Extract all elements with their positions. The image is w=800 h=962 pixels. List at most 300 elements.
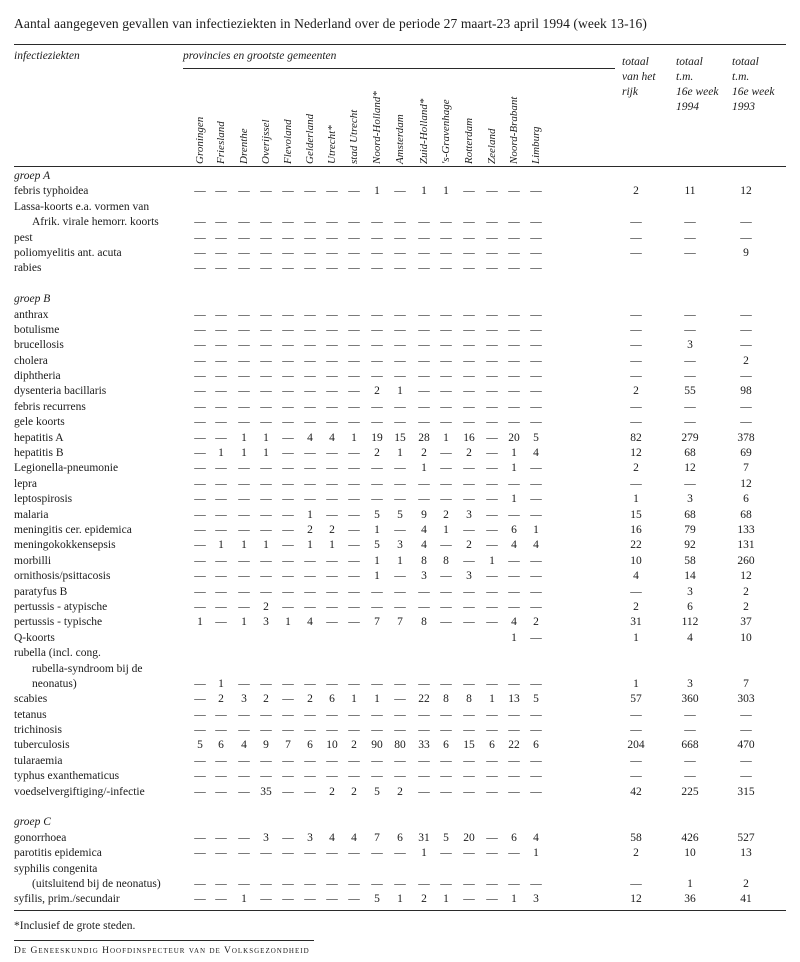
province-cell: — xyxy=(282,400,294,413)
province-cell: — xyxy=(508,323,520,336)
total-cell: — xyxy=(684,754,696,767)
table-row xyxy=(0,863,800,878)
province-cell: — xyxy=(282,724,294,737)
province-cell: — xyxy=(194,585,206,598)
province-cell: — xyxy=(304,385,316,398)
province-cell: — xyxy=(260,877,272,890)
province-cell: — xyxy=(418,246,430,259)
province-cell: — xyxy=(348,308,360,321)
province-cell: 3 xyxy=(307,831,313,844)
province-cell: — xyxy=(486,354,498,367)
total-cell: — xyxy=(740,323,752,336)
province-cell: — xyxy=(394,708,406,721)
footnote: *Inclusief de grote steden. xyxy=(14,920,136,932)
province-cell: 4 xyxy=(421,539,427,552)
total-cell: 2 xyxy=(743,585,749,598)
province-cell: — xyxy=(282,385,294,398)
province-cell: — xyxy=(194,339,206,352)
total-cell: — xyxy=(740,770,752,783)
province-cell: — xyxy=(238,508,250,521)
disease-label: syfilis, prim./secundair xyxy=(14,893,120,906)
province-cell: — xyxy=(394,493,406,506)
province-cell: — xyxy=(486,370,498,383)
table-row xyxy=(0,401,800,416)
province-cell: — xyxy=(418,493,430,506)
province-cell: 1 xyxy=(374,693,380,706)
province-cell: 5 xyxy=(397,508,403,521)
disease-label: voedselvergiftiging/-infectie xyxy=(14,785,145,798)
province-cell: — xyxy=(394,724,406,737)
province-cell: — xyxy=(238,308,250,321)
province-cell: — xyxy=(394,600,406,613)
table-row xyxy=(0,832,800,847)
province-cell: 1 xyxy=(374,185,380,198)
province-cell: — xyxy=(215,523,227,536)
total-cell: — xyxy=(630,754,642,767)
province-cell: — xyxy=(530,724,542,737)
province-cell: — xyxy=(260,462,272,475)
province-cell: 9 xyxy=(263,739,269,752)
province-cell: — xyxy=(194,831,206,844)
total-cell: 668 xyxy=(681,739,699,752)
province-cell: — xyxy=(282,216,294,229)
province-cell: — xyxy=(238,370,250,383)
province-cell: 6 xyxy=(218,739,224,752)
province-cell: — xyxy=(215,754,227,767)
province-cell: — xyxy=(440,447,452,460)
province-cell: — xyxy=(418,708,430,721)
province-cell: — xyxy=(418,400,430,413)
table-row xyxy=(0,216,800,231)
province-cell: — xyxy=(194,462,206,475)
total-cell: 10 xyxy=(740,631,752,644)
province-cell: 3 xyxy=(533,893,539,906)
province-cell: — xyxy=(440,231,452,244)
province-cell: 5 xyxy=(443,831,449,844)
province-cell: — xyxy=(418,339,430,352)
table-row xyxy=(0,355,800,370)
province-cell: — xyxy=(304,447,316,460)
province-cell: — xyxy=(348,847,360,860)
disease-label: ornithosis/psittacosis xyxy=(14,570,111,583)
province-cell: — xyxy=(394,400,406,413)
province-cell: — xyxy=(282,785,294,798)
province-cell: — xyxy=(260,323,272,336)
province-cell: — xyxy=(508,370,520,383)
disease-label: Q-koorts xyxy=(14,631,55,644)
province-cell: — xyxy=(463,708,475,721)
province-cell: — xyxy=(486,523,498,536)
province-cell: 2 xyxy=(533,616,539,629)
province-cell: — xyxy=(394,416,406,429)
province-cell: — xyxy=(348,477,360,490)
province-cell: — xyxy=(238,770,250,783)
total-cell: — xyxy=(684,246,696,259)
province-cell: — xyxy=(282,231,294,244)
disease-label: scabies xyxy=(14,693,48,706)
province-cell: — xyxy=(394,677,406,690)
province-cell: — xyxy=(215,246,227,259)
province-cell: 1 xyxy=(218,447,224,460)
province-cell: — xyxy=(282,847,294,860)
province-cell: — xyxy=(326,770,338,783)
province-cell: — xyxy=(194,677,206,690)
province-cell: — xyxy=(282,570,294,583)
province-cell: 6 xyxy=(533,739,539,752)
province-cell: — xyxy=(260,508,272,521)
province-cell: — xyxy=(326,616,338,629)
province-cell: — xyxy=(348,585,360,598)
total-cell: 2 xyxy=(633,185,639,198)
province-cell: 2 xyxy=(329,523,335,536)
province-cell: — xyxy=(440,400,452,413)
province-cell: — xyxy=(238,323,250,336)
province-cell: — xyxy=(260,339,272,352)
total-cell: 2 xyxy=(633,847,639,860)
total-cell: — xyxy=(630,323,642,336)
province-cell: 28 xyxy=(418,431,430,444)
province-cell: — xyxy=(508,785,520,798)
total-cell: 92 xyxy=(684,539,696,552)
group-heading: groep C xyxy=(14,816,51,829)
province-cell: — xyxy=(348,462,360,475)
province-cell: — xyxy=(282,585,294,598)
province-cell: 2 xyxy=(329,785,335,798)
province-cell: — xyxy=(440,754,452,767)
disease-label: lepra xyxy=(14,477,37,490)
province-cell: — xyxy=(486,385,498,398)
province-cell: — xyxy=(530,554,542,567)
province-cell: — xyxy=(463,370,475,383)
total-cell: — xyxy=(630,308,642,321)
province-cell: 1 xyxy=(263,447,269,460)
province-cell: — xyxy=(348,385,360,398)
total-cell: — xyxy=(684,370,696,383)
total-cell: 68 xyxy=(684,508,696,521)
total-cell: — xyxy=(630,246,642,259)
signature-rule xyxy=(14,940,314,941)
province-cell: — xyxy=(215,877,227,890)
province-cell: 1 xyxy=(443,185,449,198)
province-cell: — xyxy=(486,508,498,521)
province-cell: — xyxy=(260,185,272,198)
province-header-label: Drenthe xyxy=(238,128,250,164)
total-cell: 112 xyxy=(681,616,699,629)
province-cell: — xyxy=(394,216,406,229)
province-cell: 6 xyxy=(329,693,335,706)
signature: De Geneeskundig Hoofdinspecteur van de Volksgezondheid xyxy=(14,946,310,956)
total-cell: — xyxy=(684,416,696,429)
province-cell: — xyxy=(194,770,206,783)
total-cell: 82 xyxy=(630,431,642,444)
province-cell: 1 xyxy=(421,847,427,860)
province-cell: — xyxy=(463,785,475,798)
total-cell: 1 xyxy=(633,677,639,690)
province-cell: — xyxy=(394,308,406,321)
total-cell: 13 xyxy=(740,847,752,860)
total-cell: 3 xyxy=(687,585,693,598)
province-cell: 3 xyxy=(263,831,269,844)
province-cell: 5 xyxy=(197,739,203,752)
province-cell: — xyxy=(282,262,294,275)
province-cell: — xyxy=(486,447,498,460)
province-cell: — xyxy=(371,462,383,475)
province-cell: — xyxy=(238,754,250,767)
province-cell: 22 xyxy=(508,739,520,752)
province-cell: — xyxy=(440,323,452,336)
province-cell: — xyxy=(282,708,294,721)
table-row xyxy=(0,462,800,477)
province-cell: — xyxy=(486,570,498,583)
province-cell: — xyxy=(440,616,452,629)
total-cell: — xyxy=(740,416,752,429)
total-cell: 4 xyxy=(633,570,639,583)
province-cell: 1 xyxy=(351,431,357,444)
province-cell: — xyxy=(304,754,316,767)
province-cell: 6 xyxy=(443,739,449,752)
total-cell: 12 xyxy=(684,462,696,475)
province-cell: — xyxy=(348,231,360,244)
province-cell: — xyxy=(215,262,227,275)
province-cell: 1 xyxy=(421,462,427,475)
province-cell: — xyxy=(486,754,498,767)
province-cell: — xyxy=(463,385,475,398)
province-cell: 5 xyxy=(374,893,380,906)
table-row xyxy=(0,739,800,754)
province-cell: 1 xyxy=(218,539,224,552)
province-cell: 7 xyxy=(374,616,380,629)
province-cell: 4 xyxy=(307,431,313,444)
total-cell: 41 xyxy=(740,893,752,906)
province-cell: 2 xyxy=(263,693,269,706)
province-cell: — xyxy=(194,693,206,706)
province-cell: — xyxy=(215,570,227,583)
province-cell: — xyxy=(215,585,227,598)
disease-label: tularaemia xyxy=(14,754,63,767)
total-cell: — xyxy=(684,216,696,229)
province-cell: — xyxy=(463,493,475,506)
province-cell: — xyxy=(194,416,206,429)
province-cell: 1 xyxy=(241,539,247,552)
province-cell: — xyxy=(304,785,316,798)
province-cell: — xyxy=(194,508,206,521)
province-cell: — xyxy=(215,323,227,336)
province-cell: — xyxy=(418,323,430,336)
province-cell: 6 xyxy=(511,831,517,844)
province-cell: — xyxy=(238,216,250,229)
total-cell: — xyxy=(740,308,752,321)
total-cell: — xyxy=(684,308,696,321)
province-header xyxy=(238,72,252,164)
province-cell: 3 xyxy=(421,570,427,583)
total-cell: — xyxy=(630,477,642,490)
province-cell: — xyxy=(260,385,272,398)
province-cell: — xyxy=(282,693,294,706)
province-cell: — xyxy=(282,493,294,506)
total-cell: 7 xyxy=(743,462,749,475)
province-cell: — xyxy=(326,677,338,690)
province-cell: — xyxy=(418,370,430,383)
province-cell: — xyxy=(463,677,475,690)
province-cell: — xyxy=(486,877,498,890)
province-cell: — xyxy=(394,262,406,275)
table-row xyxy=(0,616,800,631)
province-cell: — xyxy=(486,616,498,629)
table-row xyxy=(0,786,800,801)
province-cell: 3 xyxy=(466,508,472,521)
province-cell: — xyxy=(260,847,272,860)
province-cell: 8 xyxy=(466,693,472,706)
disease-label: gonorrhoea xyxy=(14,831,67,844)
province-cell: — xyxy=(304,770,316,783)
disease-label: malaria xyxy=(14,508,49,521)
total-cell: 279 xyxy=(681,431,699,444)
province-cell: — xyxy=(326,231,338,244)
disease-label: hepatitis B xyxy=(14,447,64,460)
province-cell: — xyxy=(508,770,520,783)
total-cell: — xyxy=(684,354,696,367)
province-cell: — xyxy=(371,231,383,244)
total-cell: 7 xyxy=(743,677,749,690)
total-cell: 10 xyxy=(630,554,642,567)
province-cell: — xyxy=(394,462,406,475)
disease-label: (uitsluitend bij de neonatus) xyxy=(32,877,161,890)
province-cell: — xyxy=(348,493,360,506)
province-cell: — xyxy=(260,585,272,598)
total-header-line: 16e week xyxy=(676,86,719,98)
province-cell: — xyxy=(326,847,338,860)
province-cell: 1 xyxy=(489,693,495,706)
table-row xyxy=(0,416,800,431)
province-cell: — xyxy=(371,246,383,259)
province-cell: 7 xyxy=(285,739,291,752)
province-cell: — xyxy=(348,216,360,229)
total-header-line: t.m. xyxy=(676,71,694,83)
province-cell: — xyxy=(440,708,452,721)
province-header xyxy=(440,72,454,164)
province-cell: — xyxy=(508,708,520,721)
province-cell: — xyxy=(508,724,520,737)
total-cell: 12 xyxy=(740,185,752,198)
province-cell: — xyxy=(486,724,498,737)
province-cell: — xyxy=(348,877,360,890)
province-cell: — xyxy=(304,893,316,906)
province-cell: — xyxy=(282,831,294,844)
province-cell: — xyxy=(304,400,316,413)
province-header xyxy=(215,72,229,164)
table-row xyxy=(0,755,800,770)
total-cell: 225 xyxy=(681,785,699,798)
total-cell: 79 xyxy=(684,523,696,536)
province-cell: — xyxy=(260,370,272,383)
province-cell: — xyxy=(348,539,360,552)
total-cell: — xyxy=(630,354,642,367)
total-cell: — xyxy=(684,323,696,336)
province-cell: — xyxy=(194,600,206,613)
table-row xyxy=(0,709,800,724)
province-cell: 4 xyxy=(533,539,539,552)
province-cell: — xyxy=(463,477,475,490)
total-cell: — xyxy=(630,400,642,413)
province-cell: — xyxy=(530,262,542,275)
province-cell: — xyxy=(282,877,294,890)
province-cell: — xyxy=(348,616,360,629)
province-cell: — xyxy=(486,431,498,444)
province-cell: — xyxy=(371,477,383,490)
total-cell: 11 xyxy=(684,185,696,198)
disease-column-header: infectieziekten xyxy=(14,50,80,62)
province-cell: — xyxy=(486,339,498,352)
province-cell: 3 xyxy=(263,616,269,629)
province-cell: — xyxy=(394,693,406,706)
province-cell: — xyxy=(326,877,338,890)
province-cell: 22 xyxy=(418,693,430,706)
province-header-label: Rotterdam xyxy=(463,117,475,164)
total-header xyxy=(622,55,656,100)
total-cell: — xyxy=(740,708,752,721)
province-cell: — xyxy=(418,216,430,229)
disease-label: Lassa-koorts e.a. vormen van xyxy=(14,200,150,213)
total-cell: 58 xyxy=(684,554,696,567)
total-cell: 14 xyxy=(684,570,696,583)
province-cell: — xyxy=(394,477,406,490)
total-cell: 2 xyxy=(633,462,639,475)
province-header xyxy=(371,72,385,164)
total-cell: 12 xyxy=(630,447,642,460)
province-cell: — xyxy=(194,724,206,737)
province-cell: — xyxy=(463,585,475,598)
province-cell: — xyxy=(194,400,206,413)
province-cell: 4 xyxy=(511,539,517,552)
province-cell: — xyxy=(326,339,338,352)
province-cell: 8 xyxy=(421,554,427,567)
province-cell: — xyxy=(394,570,406,583)
disease-label: neonatus) xyxy=(32,677,77,690)
province-cell: — xyxy=(440,493,452,506)
province-cell: — xyxy=(304,246,316,259)
province-cell: — xyxy=(440,785,452,798)
province-cell: — xyxy=(371,600,383,613)
province-cell: — xyxy=(371,370,383,383)
province-cell: — xyxy=(486,400,498,413)
province-cell: 4 xyxy=(533,447,539,460)
province-cell: — xyxy=(486,246,498,259)
total-cell: 16 xyxy=(630,523,642,536)
province-cell: — xyxy=(530,462,542,475)
province-cell: — xyxy=(326,893,338,906)
province-cell: 1 xyxy=(285,616,291,629)
province-cell: 13 xyxy=(508,693,520,706)
total-cell: 1 xyxy=(633,631,639,644)
province-cell: — xyxy=(238,354,250,367)
provinces-column-header: provincies en grootste gemeenten xyxy=(183,50,337,62)
total-cell: 260 xyxy=(737,554,755,567)
province-cell: — xyxy=(282,308,294,321)
province-cell: 1 xyxy=(397,554,403,567)
province-cell: — xyxy=(194,231,206,244)
province-cell: — xyxy=(194,354,206,367)
province-cell: — xyxy=(440,385,452,398)
province-cell: 4 xyxy=(329,431,335,444)
province-cell: 5 xyxy=(533,431,539,444)
disease-label: febris typhoidea xyxy=(14,185,89,198)
province-cell: — xyxy=(371,724,383,737)
disease-label: trichinosis xyxy=(14,724,62,737)
province-cell: 35 xyxy=(260,785,272,798)
province-cell: — xyxy=(440,847,452,860)
province-cell: — xyxy=(326,585,338,598)
province-cell: — xyxy=(260,477,272,490)
